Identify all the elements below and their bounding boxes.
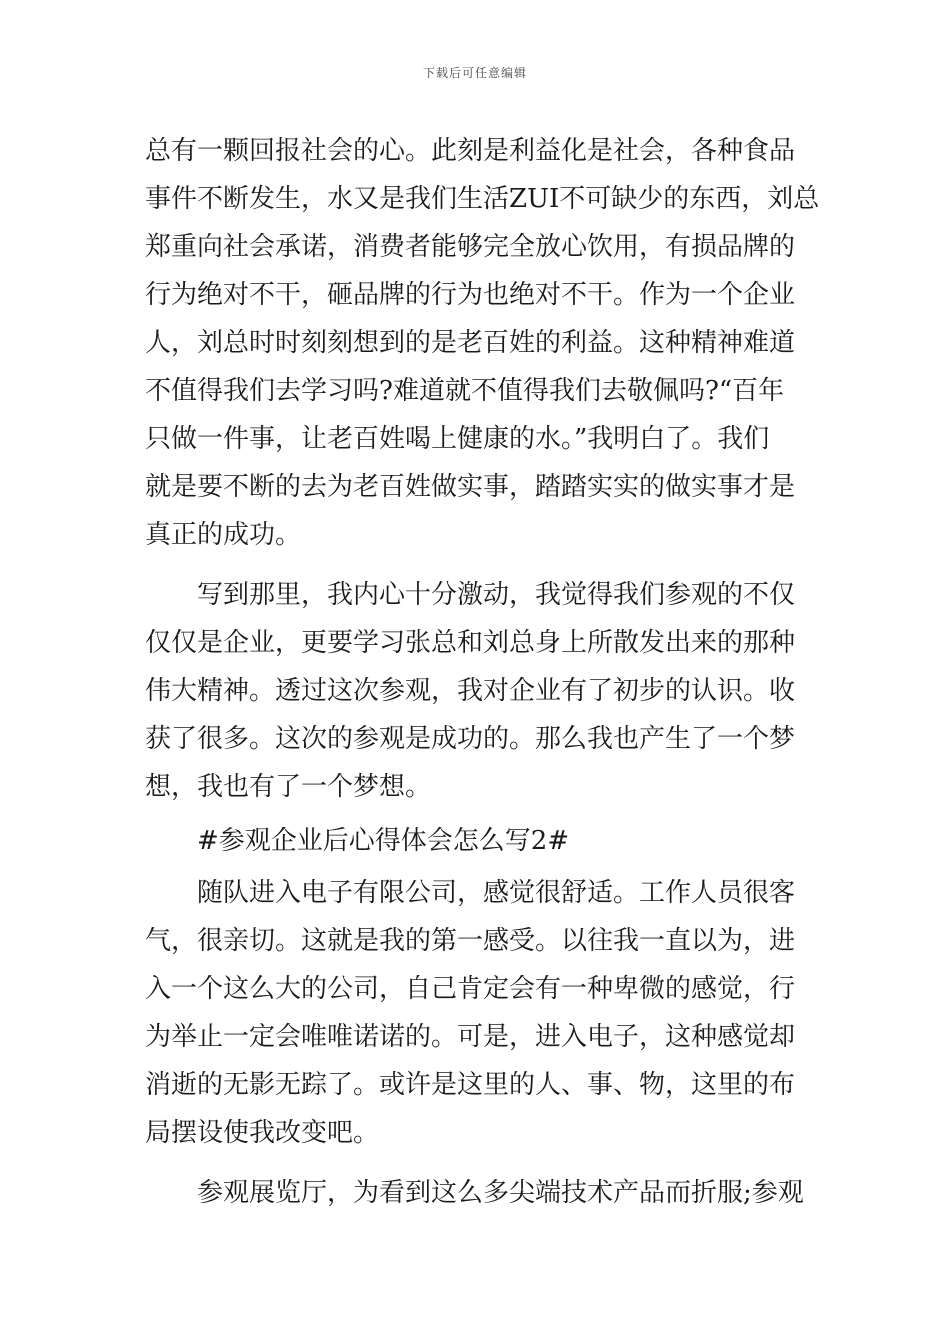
body-text-line: 伟大精神。透过这次参观，我对企业有了初步的认识。收 bbox=[145, 676, 796, 706]
body-text-line: 消逝的无影无踪了。或许是这里的人、事、物，这里的布 bbox=[145, 1070, 796, 1100]
body-text-line: 事件不断发生，水又是我们生活ZUI不可缺少的东西，刘总 bbox=[145, 184, 820, 214]
body-text-line: 人，刘总时时刻刻想到的是老百姓的利益。这种精神难道 bbox=[145, 328, 796, 358]
page-header: 下载后可任意编辑 bbox=[422, 66, 527, 80]
paragraph-first-line: 随队进入电子有限公司，感觉很舒适。工作人员很客 bbox=[197, 878, 796, 908]
body-text-line: 为举止一定会唯唯诺诺的。可是，进入电子，这种感觉却 bbox=[145, 1022, 796, 1052]
paragraph-first-line: 写到那里，我内心十分激动，我觉得我们参观的不仅 bbox=[197, 580, 796, 610]
body-text-line: 获了很多。这次的参观是成功的。那么我也产生了一个梦 bbox=[145, 724, 796, 754]
body-text-line: 局摆设使我改变吧。 bbox=[145, 1118, 380, 1148]
paragraph-first-line: 参观展览厅，为看到这么多尖端技术产品而折服;参观 bbox=[197, 1178, 804, 1208]
body-text-line: 想，我也有了一个梦想。 bbox=[145, 772, 432, 802]
body-text-line: 气，很亲切。这就是我的第一感受。以往我一直以为，进 bbox=[145, 926, 796, 956]
body-text-line: 只做一件事，让老百姓喝上健康的水。”我明白了。我们 bbox=[145, 424, 770, 454]
section-heading: #参观企业后心得体会怎么写2# bbox=[197, 826, 570, 856]
body-text-line: 真正的成功。 bbox=[145, 520, 302, 550]
body-text-line: 入一个这么大的公司，自己肯定会有一种卑微的感觉，行 bbox=[145, 974, 796, 1004]
body-text-line: 行为绝对不干，砸品牌的行为也绝对不干。作为一个企业 bbox=[145, 280, 796, 310]
body-text-line: 不值得我们去学习吗?难道就不值得我们去敬佩吗?“百年 bbox=[145, 376, 785, 406]
body-text-line: 总有一颗回报社会的心。此刻是利益化是社会，各种食品 bbox=[145, 136, 796, 166]
body-text-line: 就是要不断的去为老百姓做实事，踏踏实实的做实事才是 bbox=[145, 472, 796, 502]
body-text-line: 仅仅是企业，更要学习张总和刘总身上所散发出来的那种 bbox=[145, 628, 796, 658]
body-text-line: 郑重向社会承诺，消费者能够完全放心饮用，有损品牌的 bbox=[145, 232, 796, 262]
